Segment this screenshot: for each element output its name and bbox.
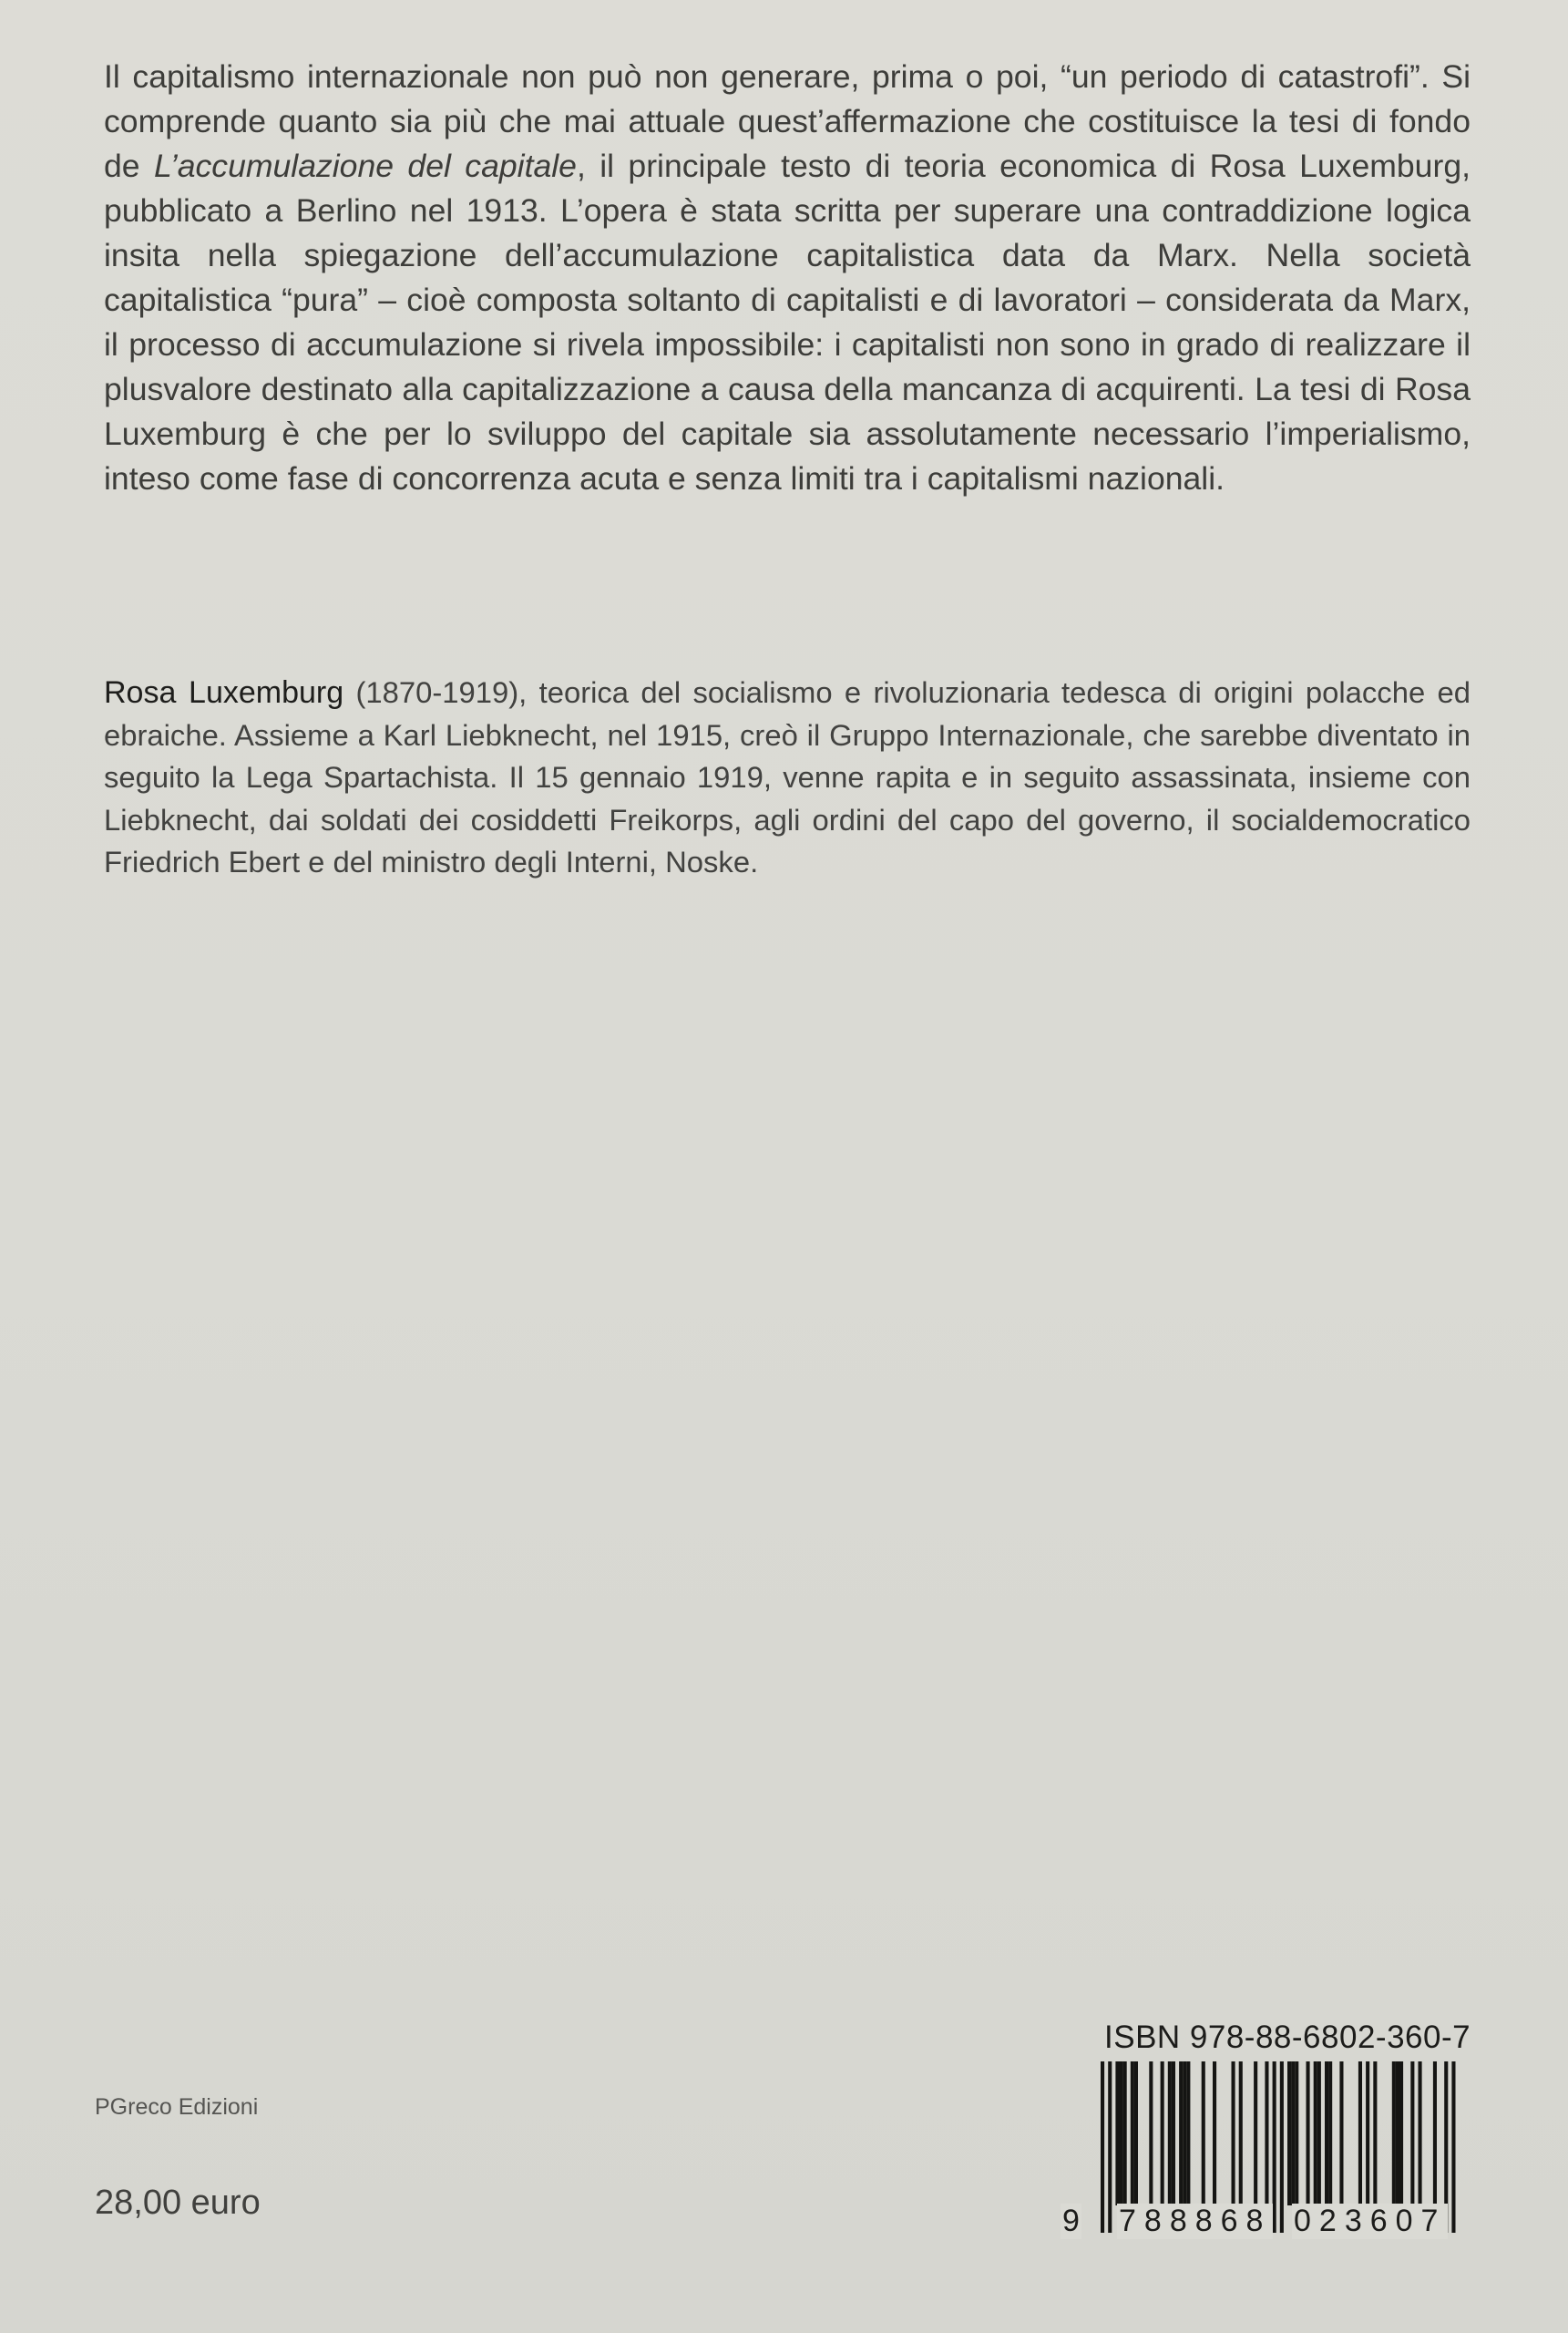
blurb-part-2: , il principale testo di teoria economica di Rosa Luxemburg, pubblicato a Berlino nel 1913. L’opera è stata scritta per superare una contraddizione logica insita nella spiegazione dell’accumulazione capitalistica data da Marx. Nella società capitalistica “pura” – cioè composta soltanto di capitalisti e di lavoratori – considerata da Marx, il processo di accumulazione si rivela impossibile: i capitalisti non sono in grado di realizzare il plusvalore destinato alla capitalizzazione a causa della mancanza di acquirenti. La tesi di Rosa Luxemburg è che per lo sviluppo del capitale sia assolutamente necessario l’imperialismo, inteso come fase di concorrenza acuta e senza limiti tra i capitalismi nazionali. xyxy=(104,148,1471,497)
barcode-bar xyxy=(1295,2061,1298,2205)
barcode-bar xyxy=(1307,2061,1310,2205)
barcode-bar xyxy=(1232,2061,1235,2205)
author-bio-text: (1870-1919), teorica del socialismo e rivoluzionaria tedesca di origini polacche ed ebraiche. Assieme a Karl Liebknecht, nel 1915, creò il Gruppo Internazionale, che sarebbe diventato in seguito la Lega Spartachista. Il 15 gennaio 1919, venne rapita e in seguito assassinata, insieme con Liebknecht, dai soldati dei cosiddetti Freikorps, agli ordini del capo del governo, il socialdemocratico Friedrich Ebert e del ministro degli Interni, Noske. xyxy=(104,675,1471,879)
barcode-bar xyxy=(1186,2061,1190,2205)
book-title-italic: L’accumulazione del capitale xyxy=(153,148,577,184)
barcode-bar xyxy=(1254,2061,1257,2205)
barcode-bar xyxy=(1168,2061,1172,2205)
barcode-bar xyxy=(1392,2061,1396,2205)
barcode-bar xyxy=(1291,2061,1295,2205)
barcode-right-digits: 023607 xyxy=(1294,2204,1447,2238)
price: 28,00 euro xyxy=(95,2184,261,2222)
barcode-bar xyxy=(1287,2061,1291,2205)
barcode-bar xyxy=(1172,2061,1175,2205)
barcode-bar xyxy=(1339,2061,1343,2205)
barcode-bar xyxy=(1419,2061,1422,2205)
blurb-part-1: Il capitalismo internazionale non può non generare, prima o poi, “un periodo di catastrofi”. Si comprende quanto sia più che mai attuale quest’affermazione che costituisce la tesi di fondo de xyxy=(104,58,1471,184)
barcode-bar xyxy=(1131,2061,1134,2205)
barcode-digits xyxy=(1061,2204,1480,2240)
blurb-paragraph xyxy=(104,55,1471,501)
barcode-lead-digit: 9 xyxy=(1062,2204,1080,2238)
barcode-bar xyxy=(1134,2061,1138,2205)
author-name: Rosa Luxemburg xyxy=(104,675,344,710)
barcode-bar xyxy=(1239,2061,1243,2205)
barcode-bar xyxy=(1373,2061,1377,2205)
barcode-bar xyxy=(1314,2061,1317,2205)
barcode-bar xyxy=(1183,2061,1186,2205)
barcode-bar xyxy=(1366,2061,1369,2205)
publisher-name: PGreco Edizioni xyxy=(95,2094,259,2120)
barcode-bar xyxy=(1123,2061,1127,2205)
barcode-bar xyxy=(1399,2061,1403,2205)
author-bio xyxy=(104,672,1471,884)
barcode-bar xyxy=(1120,2061,1123,2205)
barcode-bar xyxy=(1115,2061,1119,2205)
barcode-bar xyxy=(1433,2061,1437,2205)
barcode-bar xyxy=(1396,2061,1399,2205)
barcode-bar xyxy=(1325,2061,1328,2205)
barcode-bar xyxy=(1317,2061,1321,2205)
barcode-bar xyxy=(1149,2061,1153,2205)
barcode-bar xyxy=(1328,2061,1332,2205)
barcode-bar xyxy=(1202,2061,1205,2205)
barcode-left-digits: 788868 xyxy=(1119,2204,1272,2238)
barcode-bar xyxy=(1265,2061,1268,2205)
barcode-bar xyxy=(1179,2061,1183,2205)
barcode-bar xyxy=(1358,2061,1362,2205)
barcode-bar xyxy=(1213,2061,1216,2205)
isbn-label: ISBN 978-88-6802-360-7 xyxy=(1104,2020,1471,2055)
barcode-bar xyxy=(1161,2061,1164,2205)
barcode-bar xyxy=(1410,2061,1414,2205)
